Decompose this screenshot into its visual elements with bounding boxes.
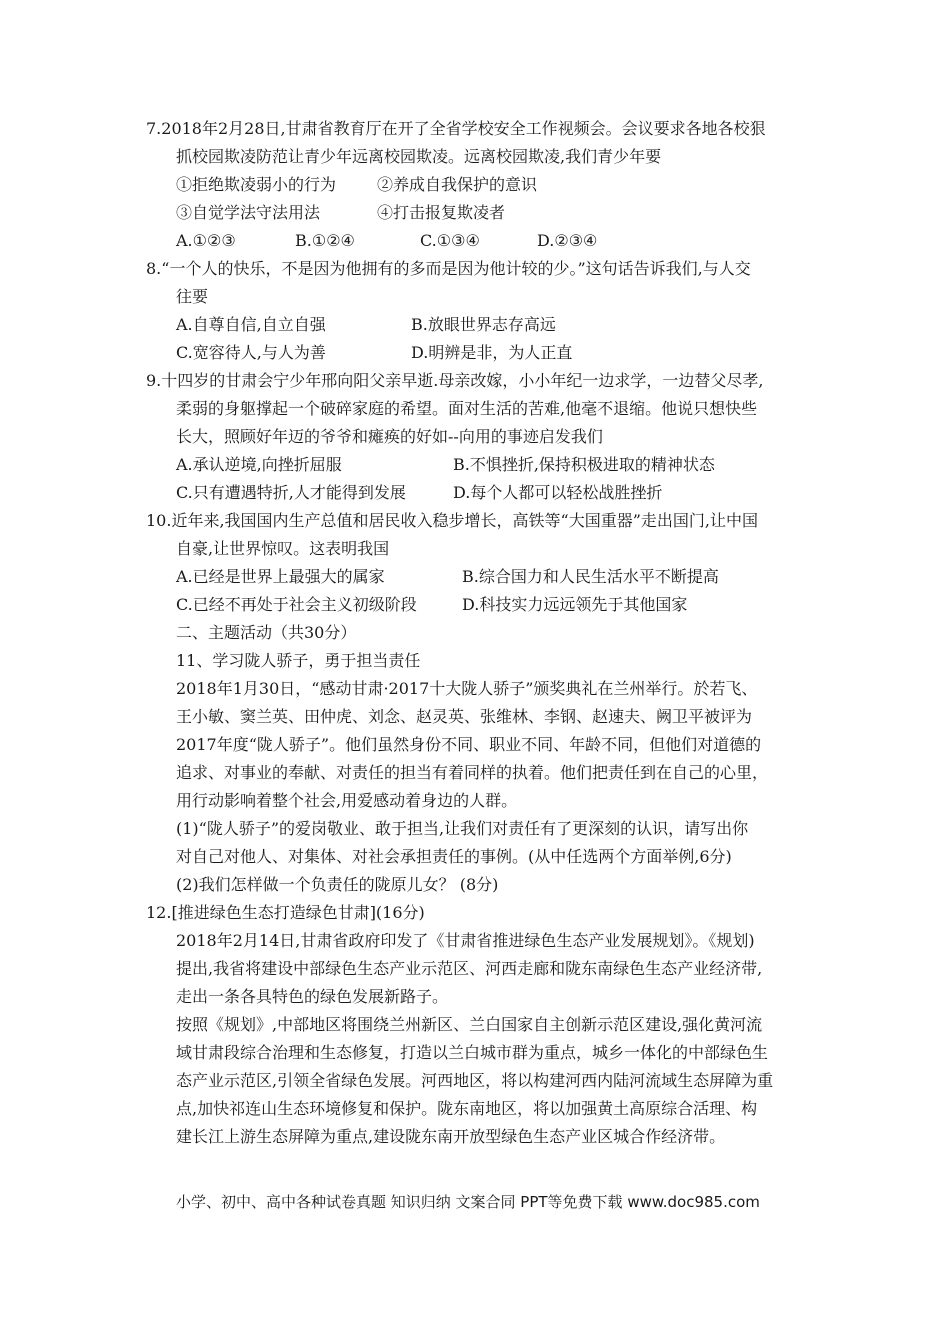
q9-option-d: D.每个人都可以轻松战胜挫折 (453, 483, 663, 502)
q7-item-4: ④打击报复欺凌者 (377, 203, 506, 222)
q12-paragraph-line6: 态产业示范区,引领全省绿色发展。河西地区，将以构建河西内陆河流域生态屏障为重 (176, 1071, 774, 1090)
q9-stem-line3: 长大，照顾好年迈的爷爷和瘫痪的好如--向用的事迹启发我们 (176, 427, 603, 446)
q10-option-b: B.综合国力和人民生活水平不断提高 (462, 567, 719, 586)
q12-paragraph-line8: 建长江上游生态屏障为重点,建设陇东南开放型绿色生态产业区城合作经济带。 (176, 1127, 726, 1146)
q7-stem-line2: 抓校园欺凌防范让青少年远离校园欺凌。远离校园欺凌,我们青少年要 (176, 147, 662, 166)
q10-option-d: D.科技实力远远领先于其他国家 (462, 595, 688, 614)
q10-option-a: A.已经是世界上最强大的属家 (176, 567, 385, 586)
q7-item-2: ②养成自我保护的意识 (377, 175, 538, 194)
q7-option-d: D.②③④ (537, 231, 598, 250)
q7-option-c: C.①③④ (420, 231, 480, 250)
q7-option-a: A.①②③ (176, 231, 236, 250)
q11-paragraph-line2: 王小敏、窦兰英、田仲虎、刘念、赵灵英、张维林、李钢、赵速夫、阙卫平被评为 (176, 707, 753, 726)
q8-stem-line1: 8.“一个人的快乐，不是因为他拥有的多而是因为他计较的少。”这句话告诉我们,与人交 (146, 259, 751, 278)
q11-title: 11、学习陇人骄子，勇于担当责任 (176, 651, 421, 670)
q12-title: 12.[推进绿色生态打造绿色甘肃](16分) (146, 903, 425, 922)
q10-stem-line2: 自豪,让世界惊叹。这表明我国 (176, 539, 390, 558)
q9-stem-line2: 柔弱的身躯撑起一个破碎家庭的希望。面对生活的苦难,他毫不退缩。他说只想快些 (176, 399, 758, 418)
q11-paragraph-line4: 追求、对事业的奉献、对责任的担当有着同样的执着。他们把责任到在自己的心里， (176, 763, 769, 782)
q11-paragraph-line5: 用行动影响着整个社会,用爱感动着身边的人群。 (176, 791, 518, 810)
q9-option-a: A.承认逆境,向挫折屈服 (176, 455, 342, 474)
q7-stem-line1: 7.2018年2月28日,甘肃省教育厅在开了全省学校安全工作视频会。会议要求各地各校狠 (146, 119, 766, 138)
q12-paragraph-line3: 走出一条各具特色的绿色发展新路子。 (176, 987, 449, 1006)
q9-option-c: C.只有遭遇特折,人才能得到发展 (176, 483, 406, 502)
q11-subquestion-1-line1: (1)“陇人骄子”的爱岗敬业、敢于担当,让我们对责任有了更深刻的认识，请写出你 (176, 819, 749, 838)
q8-stem-line2: 往要 (176, 287, 209, 306)
q11-paragraph-line1: 2018年1月30日，“感动甘肃·2017十大陇人骄子”颁奖典礼在兰州举行。於若飞、 (176, 679, 758, 698)
q11-subquestion-1-line2: 对自己对他人、对集体、对社会承担责任的事例。(从中任选两个方面举例,6分) (176, 847, 732, 866)
section-heading: 二、主题活动（共30分） (176, 623, 357, 642)
q11-paragraph-line3: 2017年度“陇人骄子”。他们虽然身份不同、职业不同、年龄不同，但他们对道德的 (176, 735, 762, 754)
q12-paragraph-line5: 域甘肃段综合治理和生态修复，打造以兰白城市群为重点，城乡一体化的中部绿色生 (176, 1043, 769, 1062)
q7-item-3: ③自觉学法守法用法 (176, 203, 321, 222)
q11-subquestion-2: (2)我们怎样做一个负责任的陇原儿女？ (8分) (176, 875, 499, 894)
q12-paragraph-line1: 2018年2月14日,甘肃省政府印发了《甘肃省推进绿色生态产业发展规划》。《规划) (176, 931, 755, 950)
q8-option-b: B.放眼世界志存高远 (411, 315, 556, 334)
page-footer: 小学、初中、高中各种试卷真题 知识归纳 文案合同 PPT等免费下载 www.doc985.com (176, 1193, 760, 1211)
q12-paragraph-line4: 按照《规划》,中部地区将围绕兰州新区、兰白国家自主创新示范区建设,强化黄河流 (176, 1015, 763, 1034)
q7-option-b: B.①②④ (295, 231, 355, 250)
q7-item-1: ①拒绝欺凌弱小的行为 (176, 175, 337, 194)
q10-option-c: C.已经不再处于社会主义初级阶段 (176, 595, 417, 614)
q8-option-d: D.明辨是非，为人正直 (411, 343, 573, 362)
q10-stem-line1: 10.近年来,我国国内生产总值和居民收入稳步增长，高铁等“大国重器”走出国门,让中国 (146, 511, 758, 530)
q12-paragraph-line2: 提出,我省将建设中部绿色生态产业示范区、河西走廊和陇东南绿色生态产业经济带, (176, 959, 763, 978)
q8-option-c: C.宽容待人,与人为善 (176, 343, 326, 362)
q9-stem-line1: 9.十四岁的甘肃会宁少年邢向阳父亲早逝.母亲改嫁，小小年纪一边求学，一边替父尽孝, (146, 371, 764, 390)
q12-paragraph-line7: 点,加快祁连山生态环境修复和保护。陇东南地区，将以加强黄土高原综合活理、构 (176, 1099, 758, 1118)
q8-option-a: A.自尊自信,自立自强 (176, 315, 326, 334)
q9-option-b: B.不惧挫折,保持积极进取的精神状态 (453, 455, 715, 474)
